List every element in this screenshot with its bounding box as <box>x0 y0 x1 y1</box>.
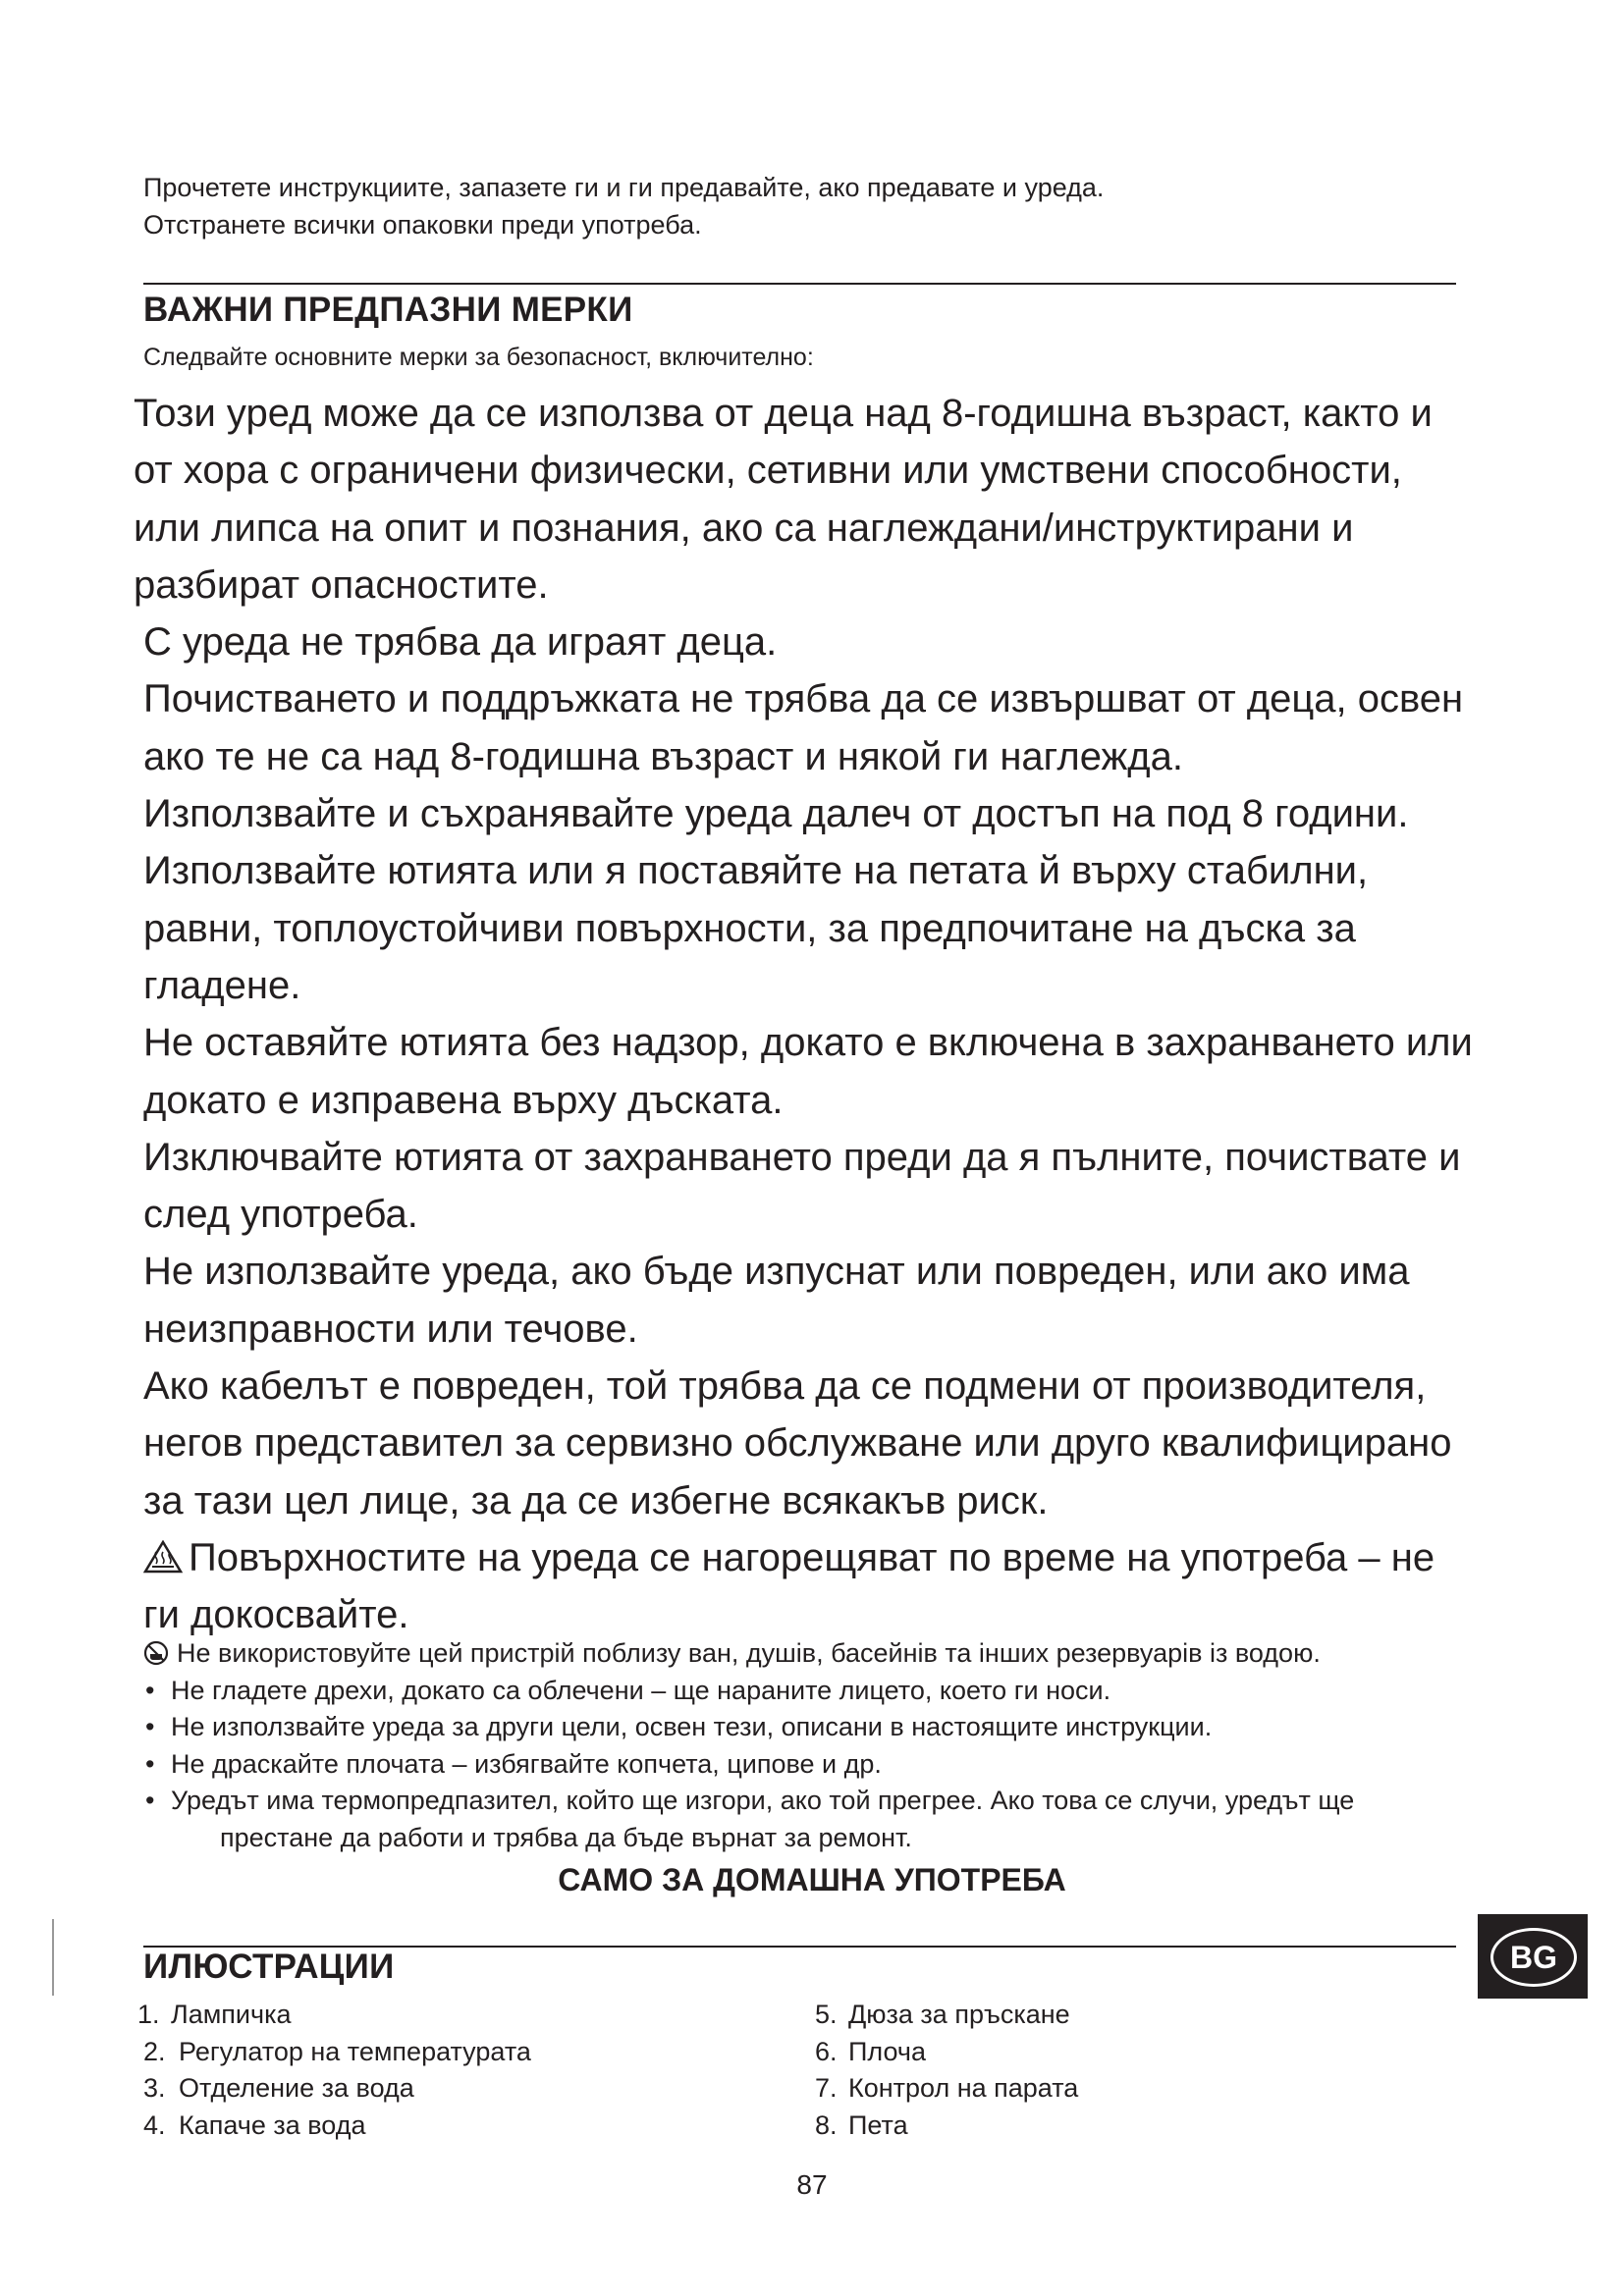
bullet-icon: • <box>145 1675 155 1705</box>
bullet-item <box>143 1673 1439 1710</box>
safety-paragraph: Ако кабелът е повреден, той трябва да се подмени от производителя, негов представител за сервизно обслужване или друго квалифицирано за тази цел лице, за да се избегне всякакъв риск. <box>143 1364 1452 1522</box>
water-warning-text: Не використовуйте цей пристрій поблизу ван, душів, басейнів та інших резервуарів із водою. <box>177 1638 1321 1668</box>
bullet-item <box>143 1746 1439 1784</box>
safety-paragraph: Този уред може да се използва от деца над 8-годишна възраст, както и от хора с ограничени физически, сетивни или умствени способности, или липса на опит и познания, ако са наглеждани/инструктирани и разбират опасностите. <box>134 392 1433 607</box>
intro-text <box>143 169 1104 243</box>
safety-paragraph: С уреда не трябва да играят деца. <box>143 620 778 665</box>
list-item: 4. Капаче за вода <box>143 2110 366 2141</box>
intro-line-2: Отстранете всички опаковки преди употреба. <box>143 210 702 240</box>
safety-subheading: Следвайте основните мерки за безопасност, включително: <box>143 344 814 371</box>
list-item: 6. Плоча <box>815 2036 926 2066</box>
safety-heading: ВАЖНИ ПРЕДПАЗНИ МЕРКИ <box>143 291 633 329</box>
list-item: 5. Дюза за пръскане <box>815 2000 1070 2029</box>
language-badge-label: BG <box>1490 1928 1577 1987</box>
language-badge <box>1478 1914 1588 1999</box>
list-item: 8. Пета <box>815 2110 908 2141</box>
safety-paragraph: Използвайте и съхранявайте уреда далеч от достъп на под 8 години. <box>143 792 1409 836</box>
water-warning <box>143 1635 1439 1673</box>
safety-paragraph: Почистването и поддръжката не трябва да се извършват от деца, освен ако те не са над 8-годишна възраст и някой ги наглежда. <box>143 677 1464 778</box>
bullet-text: Не използвайте уреда за други цели, освен тези, описани в настоящите инструкции. <box>171 1712 1213 1741</box>
hot-surface-warning-text: Повърхностите на уреда се нагорещяват по време на употреба – не ги докосвайте. <box>143 1535 1435 1637</box>
bullet-item <box>143 1709 1439 1746</box>
safety-paragraph: Изключвайте ютията от захранването преди да я пълните, почиствате и след употреба. <box>143 1135 1461 1237</box>
household-only-notice: САМО ЗА ДОМАШНА УПОТРЕБА <box>558 1862 1066 1897</box>
safety-instructions <box>134 385 1479 1644</box>
list-item: 2. Регулатор на температурата <box>143 2036 531 2066</box>
bullet-icon: • <box>145 1748 155 1779</box>
hot-surface-warning-icon <box>143 1540 183 1574</box>
bullet-text: Не драскайте плочата – избягвайте копчета, ципове и др. <box>171 1748 882 1779</box>
safety-paragraph: Не използвайте уреда, ако бъде изпуснат или повреден, или ако има неизправности или течове. <box>143 1250 1410 1351</box>
intro-line-1: Прочетете инструкциите, запазете ги и ги предавайте, ако предавате и уреда. <box>143 173 1105 202</box>
bullet-icon: • <box>145 1786 155 1815</box>
margin-mark <box>52 1919 54 1996</box>
divider-top <box>143 283 1456 285</box>
safety-paragraph: Използвайте ютията или я поставяйте на петата й върху стабилни, равни, топлоустойчиви повърхности, за предпочитане на дъска за гладене. <box>143 849 1369 1007</box>
list-item: 1. Лампичка <box>137 2000 292 2029</box>
page-number: 87 <box>796 2169 828 2200</box>
safety-paragraph: Не оставяйте ютията без надзор, докато е включена в захранването или докато е изправена върху дъската. <box>143 1021 1473 1122</box>
illustrations-heading: ИЛЮСТРАЦИИ <box>143 1948 395 1986</box>
hot-surface-warning <box>143 1529 1479 1644</box>
bullet-continuation: престане да работи и трябва да бъде върнат за ремонт. <box>220 1822 912 1852</box>
bullet-icon: • <box>145 1712 155 1741</box>
additional-warnings <box>143 1635 1439 1856</box>
no-bath-icon <box>143 1640 169 1666</box>
list-item: 7. Контрол на парата <box>815 2073 1079 2104</box>
illustrations-list-right <box>815 1997 1078 2145</box>
list-item: 3. Отделение за вода <box>143 2073 414 2104</box>
illustrations-list-left <box>137 1997 531 2145</box>
bullet-text: Не гладете дрехи, докато са облечени – ще нараните лицето, което ги носи. <box>171 1675 1111 1705</box>
bullet-item <box>143 1783 1439 1820</box>
bullet-text: Уредът има термопредпазител, който ще изгори, ако той прегрее. Ако това се случи, уредът ще <box>171 1786 1355 1815</box>
